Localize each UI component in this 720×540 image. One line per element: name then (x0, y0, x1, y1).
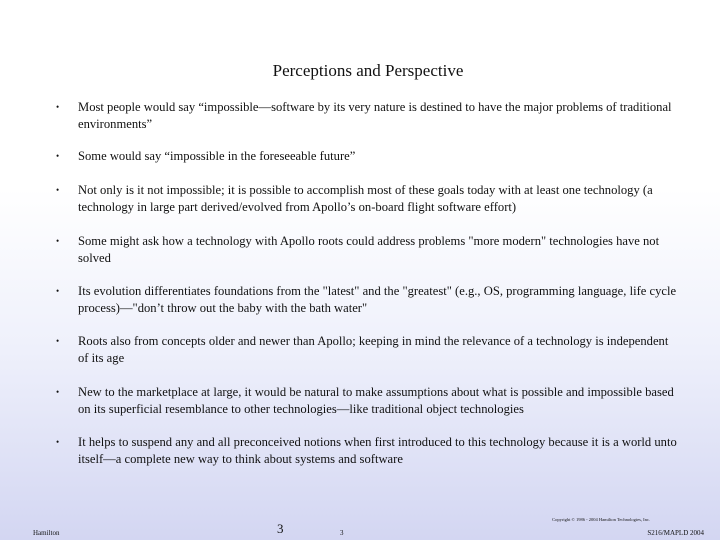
bullet-item (52, 333, 680, 367)
footer-author: Hamilton (33, 529, 60, 537)
bullet-marker: • (56, 437, 60, 447)
bullet-item (52, 434, 680, 468)
bullet-text: Most people would say “impossible—software by its very nature is destined to have the major problems of traditional environments” (78, 100, 672, 131)
footer-conference: S216/MAPLD 2004 (647, 529, 704, 537)
bullet-text: Roots also from concepts older and newer than Apollo; keeping in mind the relevance of a technology is independent of its age (78, 334, 669, 365)
bullet-text: Some might ask how a technology with Apollo roots could address problems "more modern" technologies have not solved (78, 234, 660, 265)
bullet-text: Some would say “impossible in the foreseeable future” (78, 149, 356, 163)
bullet-item (52, 283, 680, 317)
bullet-marker: • (56, 286, 60, 296)
copyright-notice: Copyright © 1986 - 2004 Hamilton Technologies, Inc. (552, 517, 650, 522)
bullet-text: Its evolution differentiates foundations from the "latest" and the "greatest" (e.g., OS, programming language, life cycle process)—"don’t throw out the baby with the bath water" (78, 284, 677, 315)
bullet-text: Not only is it not impossible; it is possible to accomplish most of these goals today with at least one technology (a technology in large part derived/evolved from Apollo’s on-board flight software effort) (78, 183, 653, 214)
bullet-item (52, 148, 680, 165)
bullet-list (52, 99, 680, 484)
bullet-item (52, 182, 680, 216)
bullet-item (52, 99, 680, 133)
bullet-marker: • (56, 102, 60, 112)
bullet-item (52, 384, 680, 418)
bullet-marker: • (56, 151, 60, 161)
bullet-item (52, 233, 680, 267)
slide-title: Perceptions and Perspective (272, 61, 464, 80)
bullet-marker: • (56, 387, 60, 397)
bullet-marker: • (56, 185, 60, 195)
bullet-text: It helps to suspend any and all preconceived notions when first introduced to this technology because it is a world unto itself—a complete new way to think about systems and software (78, 435, 677, 466)
bullet-marker: • (56, 336, 60, 346)
page-number: 3 (277, 521, 284, 536)
page-number-small: 3 (340, 529, 344, 537)
bullet-text: New to the marketplace at large, it would be natural to make assumptions about what is possible and impossible based on its superficial resemblance to other technologies—like traditional object technologies (78, 385, 674, 416)
bullet-marker: • (56, 236, 60, 246)
